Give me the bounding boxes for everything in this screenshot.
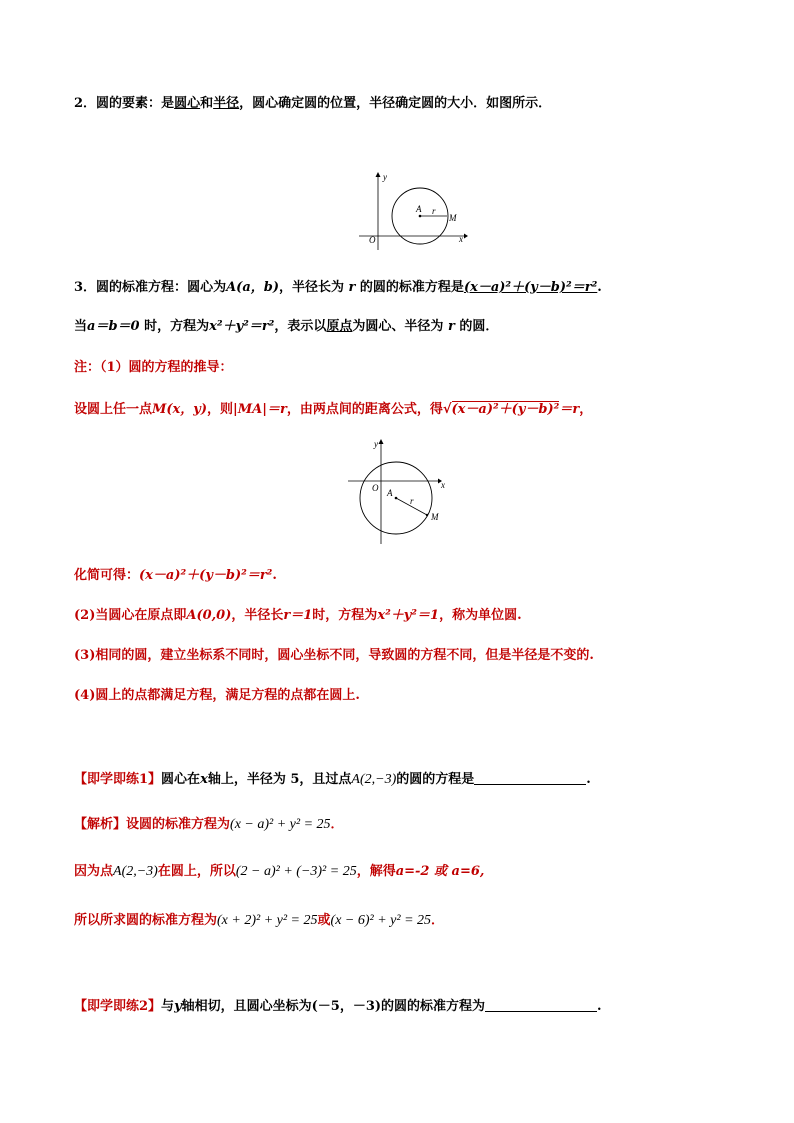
solution-equation-3: (x + 2)² + y² = 25 — [217, 913, 318, 928]
origin-case-text3: ，表示以 — [274, 319, 327, 334]
origin-case-text2: 时，方程为 — [144, 319, 210, 334]
solution-line-2-text: 因为点 — [74, 864, 114, 879]
exercise-1-point: A(2,−3) — [351, 772, 397, 787]
section-2-label: 圆的要素： — [96, 96, 162, 111]
section-2-text: 是 — [161, 96, 175, 111]
section-3-number: 3． — [74, 280, 97, 295]
answer-blank-2[interactable] — [485, 998, 597, 1012]
origin-point: A(0,0) — [186, 608, 232, 623]
point-m-label: M — [431, 512, 439, 522]
sqrt-symbol: √ — [442, 402, 452, 417]
exercise-1-tag: 【即学即练1】 — [74, 772, 162, 787]
center-label: A — [387, 488, 393, 498]
origin-condition: a＝b＝0 — [87, 319, 140, 334]
y-label: y — [383, 172, 387, 182]
center-expression: A(a，b) — [226, 280, 279, 295]
derivation-text3: ，由两点间的距离公式，得 — [286, 402, 443, 417]
point-m — [426, 514, 428, 516]
note-2-text4: ，称为单位圆. — [439, 608, 522, 623]
exercise-1-axis: x — [200, 772, 208, 787]
center-label: A — [416, 204, 422, 214]
solution-line-2 — [74, 863, 484, 881]
unit-radius: r＝1 — [283, 608, 313, 623]
note-point-4: (4)圆上的点都满足方程，满足方程的点都在圆上. — [74, 688, 360, 703]
exercise-1-text3: 的圆的方程是 — [396, 772, 475, 787]
x-label: x — [459, 234, 463, 244]
derivation-end: ， — [579, 402, 593, 417]
origin-equation: x²＋y²＝r² — [209, 319, 275, 334]
section-3-text: 圆心为 — [187, 280, 227, 295]
origin-radius-symbol: r — [447, 319, 455, 334]
section-2-rest: ，圆心确定圆的位置，半径确定圆的大小．如图所示． — [239, 96, 552, 111]
derivation-text: 设圆上任一点 — [74, 402, 153, 417]
simplify-text: 化简可得： — [74, 568, 140, 583]
note-point-3: (3)相同的圆，建立坐标系不同时，圆心坐标不同，导致圆的方程不同，但是半径是不变的. — [74, 648, 594, 663]
radius-label: r — [410, 496, 414, 506]
exercise-1 — [74, 771, 591, 789]
note-2-text2: ，半径长 — [231, 608, 284, 623]
radius-label: r — [432, 206, 436, 216]
y-axis-arrow — [376, 172, 381, 177]
radius-symbol: r — [348, 280, 356, 295]
derivation-text2: ，则 — [207, 402, 234, 417]
section-3-text2: ，半径长为 — [278, 280, 344, 295]
section-3 — [74, 279, 602, 297]
exercise-2-end: . — [597, 999, 602, 1014]
section-3-end: . — [597, 280, 602, 295]
solution-equation-1: (x − a)² + y² = 25 — [230, 817, 331, 832]
sqrt-expression: (x－a)²＋(y－b)² — [451, 402, 560, 417]
solution-point: A(2,−3) — [113, 864, 158, 879]
point-m-expression: M(x，y) — [152, 402, 208, 417]
term-center: 圆心 — [174, 96, 201, 111]
term-origin: 原点 — [326, 319, 353, 334]
origin-label: O — [369, 235, 376, 245]
solution-text: 设圆的标准方程为 — [126, 817, 231, 832]
note-2-text3: 时，方程为 — [312, 608, 378, 623]
exercise-2-axis: y — [174, 999, 182, 1014]
simplified-equation: (x－a)²＋(y－b)²＝r² — [139, 568, 273, 583]
exercise-2-tag: 【即学即练2】 — [74, 999, 162, 1014]
solution-line-1 — [74, 816, 344, 834]
section-3-text3: 的圆的标准方程是 — [359, 280, 464, 295]
unit-circle-equation: x²＋y²＝1 — [377, 608, 440, 623]
exercise-1-text2: 轴上，半径为 5，且过点 — [207, 772, 352, 787]
exercise-2-text2: 轴相切，且圆心坐标为(－5，－3)的圆的标准方程为 — [181, 999, 486, 1014]
circle-figure-2 — [346, 436, 450, 548]
exercise-2 — [74, 998, 602, 1016]
solution-equation-2: (2 − a)² + (−3)² = 25 — [235, 864, 357, 879]
origin-case-text4: 为圆心、半径为 — [352, 319, 444, 334]
solution-line-2-text3: ，解得 — [356, 864, 396, 879]
section-2 — [74, 95, 551, 113]
solution-equation-4: (x − 6)² + y² = 25 — [330, 913, 432, 928]
section-2-and: 和 — [200, 96, 214, 111]
standard-equation: (x－a)²＋(y－b)²＝r² — [463, 280, 598, 295]
origin-label: O — [372, 483, 379, 493]
term-radius: 半径 — [213, 96, 240, 111]
solution-line-3 — [74, 912, 444, 930]
y-axis-arrow — [379, 439, 384, 444]
x-axis-arrow — [464, 234, 468, 239]
sqrt-equals-r: ＝r — [559, 402, 580, 417]
note-title: 注：（1）圆的方程的推导： — [74, 360, 233, 375]
note-2-text: (2)当圆心在原点即 — [74, 608, 187, 623]
exercise-1-end: . — [586, 772, 591, 787]
section-3-origin-case — [74, 318, 498, 336]
simplify-line — [74, 567, 277, 585]
section-2-number: 2． — [74, 96, 97, 111]
section-3-label: 圆的标准方程： — [96, 280, 188, 295]
derivation-line — [74, 401, 592, 419]
origin-case-text5: 的圆． — [459, 319, 499, 334]
exercise-2-text: 与 — [161, 999, 175, 1014]
y-label: y — [374, 439, 378, 449]
exercise-1-text: 圆心在 — [161, 772, 201, 787]
x-label: x — [441, 480, 445, 490]
circle-figure-1 — [356, 170, 468, 252]
solution-end-1: ． — [330, 817, 344, 832]
origin-case-text: 当 — [74, 319, 88, 334]
point-m-label: M — [449, 213, 457, 223]
solution-line-2-text2: 在圆上，所以 — [157, 864, 236, 879]
solution-line-3-text: 所以所求圆的标准方程为 — [74, 913, 218, 928]
simplify-end: . — [272, 568, 277, 583]
solution-tag: 【解析】 — [74, 817, 127, 832]
solution-or: 或 — [317, 913, 331, 928]
answer-blank-1[interactable] — [474, 771, 586, 785]
note-point-2 — [74, 607, 522, 625]
solution-answer-values: a=-2 或 a=6, — [395, 864, 485, 879]
distance-expression: |MA|＝r — [233, 402, 287, 417]
solution-end-3: ． — [431, 913, 445, 928]
